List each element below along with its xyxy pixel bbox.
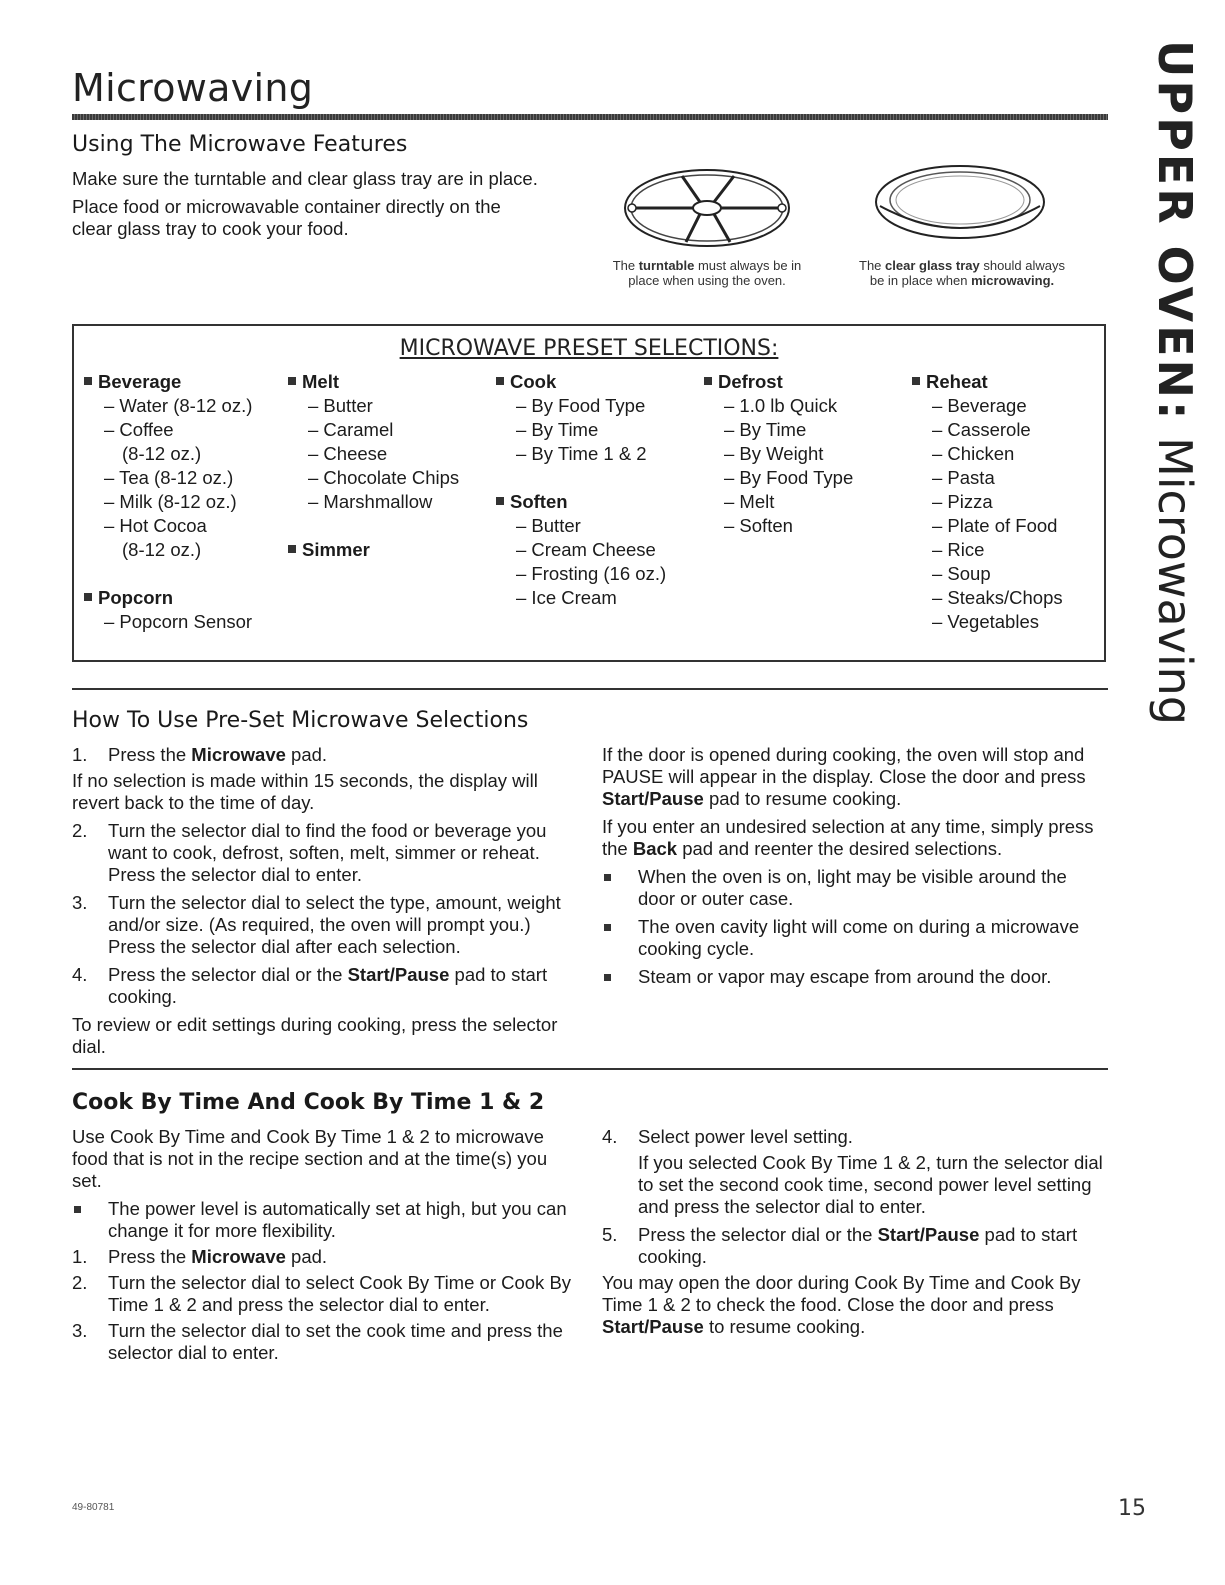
- cook-label: Cook: [510, 371, 557, 392]
- step-text: pad.: [291, 744, 328, 765]
- soften-label: Soften: [510, 491, 568, 512]
- side-label-light: Microwaving: [1148, 437, 1202, 726]
- beverage-item: (8-12 oz.): [122, 539, 202, 560]
- step-text: Turn the selector dial to select Cook By Time or Cook By Time 1 & 2 and press the selector dial to enter.: [108, 1272, 572, 1315]
- howto-step-3: [72, 892, 582, 958]
- cookbytime-step-4: [602, 1126, 1107, 1148]
- bullet-square-icon: [74, 1206, 81, 1213]
- caption1-line2: place when using the oven.: [628, 273, 786, 288]
- howto-step-4: [72, 964, 582, 1008]
- bullet-text: The oven cavity light will come on during a microwave cooking cycle.: [638, 916, 1080, 959]
- section-rule: [72, 1068, 1108, 1070]
- section-rule: [72, 688, 1108, 690]
- bullet-square-icon: [288, 377, 296, 385]
- step-bold: Start/Pause: [877, 1224, 980, 1245]
- caption2-line2-pre: be in place when: [869, 273, 968, 288]
- cookbytime-closing: [602, 1272, 1107, 1338]
- glass-tray-illustration: [870, 162, 1050, 247]
- bullet-text: Steam or vapor may escape from around the door.: [638, 966, 1052, 987]
- beverage-item: – Coffee: [104, 419, 174, 440]
- defrost-label: Defrost: [718, 371, 783, 392]
- features-para2: [72, 196, 592, 240]
- melt-item: – Chocolate Chips: [308, 467, 460, 488]
- note-text: pad and reenter the desired selections.: [682, 838, 1003, 859]
- defrost-item: – By Food Type: [724, 467, 854, 488]
- howto-step-2: [72, 820, 582, 886]
- melt-item: – Butter: [308, 395, 373, 416]
- col-cook: [496, 370, 696, 610]
- step-bold: Microwave: [191, 1246, 286, 1267]
- side-label: [1112, 40, 1202, 726]
- bullet-square-icon: [912, 377, 920, 385]
- beverage-item: – Hot Cocoa: [104, 515, 207, 536]
- step-text: Select power level setting.: [638, 1126, 853, 1147]
- bullet-square-icon: [496, 377, 504, 385]
- simmer-label: Simmer: [302, 539, 370, 560]
- popcorn-label: Popcorn: [98, 587, 174, 608]
- reheat-item: – Chicken: [932, 443, 1015, 464]
- beverage-item: – Milk (8-12 oz.): [104, 491, 237, 512]
- glass-tray-caption: [832, 258, 1092, 288]
- step-text: Press the selector dial or the: [108, 964, 343, 985]
- features-para2-line1: Place food or microwavable container directly on the: [72, 196, 501, 217]
- cookbytime-step-2: [72, 1272, 572, 1316]
- caption1-bold: turntable: [638, 258, 695, 273]
- reheat-label: Reheat: [926, 371, 988, 392]
- step-number: 1.: [72, 1246, 88, 1267]
- step-text: Press the selector dial or the: [638, 1224, 873, 1245]
- note-bold: Back: [632, 838, 678, 859]
- howto-step-1-note: If no selection is made within 15 seconds, the display will revert back to the time of day.: [72, 770, 538, 813]
- reheat-item: – Plate of Food: [932, 515, 1058, 536]
- bullet-square-icon: [84, 593, 92, 601]
- note-text: If you enter an undesired selection at any time, simply press the: [602, 816, 1094, 859]
- cook-item: – By Time 1 & 2: [516, 443, 647, 464]
- features-heading: Using The Microwave Features: [72, 132, 408, 157]
- bullet-square-icon: [496, 497, 504, 505]
- howto-review-note: To review or edit settings during cooking, press the selector dial.: [72, 1014, 558, 1057]
- step-text: pad to start cooking.: [638, 1224, 1078, 1267]
- soften-item: – Ice Cream: [516, 587, 617, 608]
- step-text: Turn the selector dial to set the cook time and press the selector dial to enter.: [108, 1320, 563, 1363]
- note-text: You may open the door during Cook By Time and Cook By Time 1 & 2 to check the food. Close the door and press: [602, 1272, 1081, 1315]
- note-bold: Start/Pause: [602, 788, 704, 809]
- defrost-item: – By Time: [724, 419, 807, 440]
- step-number: 2.: [72, 1272, 88, 1293]
- caption2-bold: clear glass tray: [885, 258, 980, 273]
- page-title: Microwaving: [72, 66, 314, 110]
- cookbytime-step-5: [602, 1224, 1107, 1268]
- cookbytime-left: [72, 1126, 572, 1364]
- step-number: 1.: [72, 744, 88, 765]
- howto-back-note: [602, 816, 1107, 860]
- step-number: 5.: [602, 1224, 618, 1245]
- cook-item: – By Food Type: [516, 395, 646, 416]
- bullet-text: The power level is automatically set at high, but you can change it for more flexibility.: [108, 1198, 567, 1241]
- cookbytime-heading: Cook By Time And Cook By Time 1 & 2: [72, 1090, 545, 1115]
- soften-item: – Cream Cheese: [516, 539, 656, 560]
- reheat-item: – Beverage: [932, 395, 1027, 416]
- features-para1: Make sure the turntable and clear glass tray are in place.: [72, 168, 538, 189]
- cookbytime-step-4-note: If you selected Cook By Time 1 & 2, turn the selector dial to set the second cook time, second power level setting and press the selector dial to enter.: [638, 1152, 1103, 1217]
- howto-bullet: [602, 916, 1107, 960]
- howto-door-note: [602, 744, 1107, 810]
- howto-left: [72, 744, 582, 1058]
- caption1-post: must always be in: [697, 258, 802, 273]
- step-number: 3.: [72, 892, 88, 913]
- features-para2-line2: clear glass tray to cook your food.: [72, 218, 349, 239]
- soften-item: – Frosting (16 oz.): [516, 563, 667, 584]
- howto-step-1: [72, 744, 582, 766]
- reheat-item: – Casserole: [932, 419, 1031, 440]
- caption1-pre: The: [612, 258, 636, 273]
- col-beverage: [84, 370, 284, 634]
- preset-heading: MICROWAVE PRESET SELECTIONS:: [399, 336, 779, 361]
- col-melt: [288, 370, 488, 562]
- howto-bullet: [602, 966, 1107, 988]
- step-number: 3.: [72, 1320, 88, 1341]
- turntable-illustration: [612, 160, 802, 255]
- melt-label: Melt: [302, 371, 339, 392]
- cookbytime-right: [602, 1126, 1107, 1338]
- caption2-post: should always: [983, 258, 1065, 273]
- reheat-item: – Steaks/Chops: [932, 587, 1063, 608]
- cookbytime-bullet: [72, 1198, 572, 1242]
- cookbytime-intro: Use Cook By Time and Cook By Time 1 & 2 to microwave food that is not in the recipe section and at the time(s) you set.: [72, 1126, 548, 1191]
- melt-item: – Caramel: [308, 419, 394, 440]
- cookbytime-step-1: [72, 1246, 572, 1268]
- step-text: Press the: [108, 1246, 187, 1267]
- col-reheat: [912, 370, 1102, 634]
- reheat-item: – Soup: [932, 563, 991, 584]
- caption2-line2-bold: microwaving.: [971, 273, 1055, 288]
- bullet-square-icon: [604, 974, 611, 981]
- caption2-pre: The: [859, 258, 882, 273]
- defrost-item: – Soften: [724, 515, 793, 536]
- step-number: 2.: [72, 820, 88, 841]
- beverage-item: (8-12 oz.): [122, 443, 202, 464]
- bullet-square-icon: [604, 924, 611, 931]
- beverage-item: – Water (8-12 oz.): [104, 395, 253, 416]
- soften-item: – Butter: [516, 515, 581, 536]
- cookbytime-step-3: [72, 1320, 572, 1364]
- col-defrost: [704, 370, 904, 538]
- popcorn-item: – Popcorn Sensor: [104, 611, 253, 632]
- turntable-caption: [582, 258, 832, 288]
- title-rule: [72, 114, 1108, 120]
- note-text: If the door is opened during cooking, the oven will stop and PAUSE will appear in the display. Close the door and press: [602, 744, 1086, 787]
- beverage-label: Beverage: [98, 371, 182, 392]
- step-text: Press the: [108, 744, 187, 765]
- side-label-bold: UPPER OVEN:: [1148, 40, 1202, 423]
- bullet-square-icon: [604, 874, 611, 881]
- step-number: 4.: [602, 1126, 618, 1147]
- bullet-square-icon: [288, 545, 296, 553]
- doc-number: 49-80781: [72, 1502, 115, 1513]
- step-bold: Start/Pause: [347, 964, 450, 985]
- bullet-text: When the oven is on, light may be visible around the door or outer case.: [638, 866, 1067, 909]
- step-text: Turn the selector dial to select the type, amount, weight and/or size. (As required, the oven will prompt you.) Press the selector dial after each selection.: [108, 892, 561, 957]
- step-text: pad.: [291, 1246, 328, 1267]
- bullet-square-icon: [84, 377, 92, 385]
- cook-item: – By Time: [516, 419, 599, 440]
- defrost-item: – Melt: [724, 491, 775, 512]
- note-text: pad to resume cooking.: [708, 788, 902, 809]
- note-text: to resume cooking.: [708, 1316, 866, 1337]
- step-number: 4.: [72, 964, 88, 985]
- reheat-item: – Vegetables: [932, 611, 1039, 632]
- beverage-item: – Tea (8-12 oz.): [104, 467, 234, 488]
- reheat-item: – Pasta: [932, 467, 995, 488]
- side-label-text: [1148, 40, 1202, 725]
- howto-heading: How To Use Pre-Set Microwave Selections: [72, 708, 529, 733]
- step-text: pad to start cooking.: [108, 964, 548, 1007]
- defrost-item: – 1.0 lb Quick: [724, 395, 838, 416]
- bullet-square-icon: [704, 377, 712, 385]
- reheat-item: – Rice: [932, 539, 985, 560]
- defrost-item: – By Weight: [724, 443, 824, 464]
- step-bold: Microwave: [191, 744, 286, 765]
- step-text: Turn the selector dial to find the food or beverage you want to cook, defrost, soften, melt, simmer or reheat. Press the selector dial to enter.: [108, 820, 547, 885]
- melt-item: – Cheese: [308, 443, 388, 464]
- howto-right: [602, 744, 1107, 988]
- melt-item: – Marshmallow: [308, 491, 433, 512]
- page-number: 15: [1118, 1496, 1146, 1521]
- howto-bullet: [602, 866, 1107, 910]
- note-bold: Start/Pause: [602, 1316, 704, 1337]
- reheat-item: – Pizza: [932, 491, 993, 512]
